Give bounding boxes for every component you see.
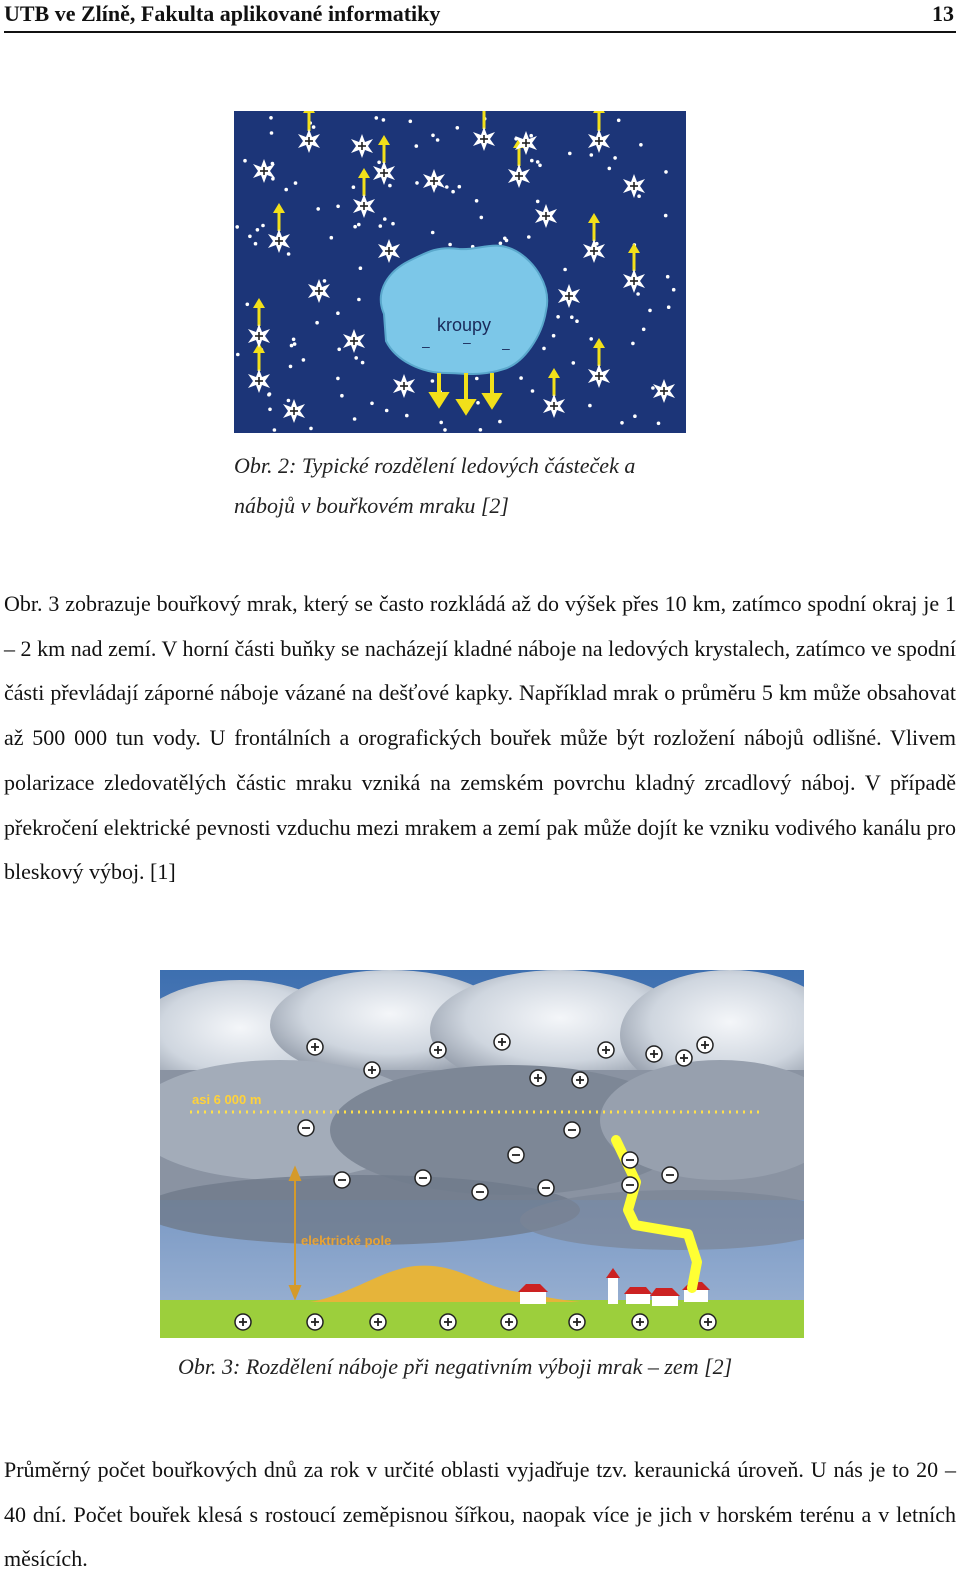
particle-dot [443, 428, 447, 432]
particle-dot [336, 205, 340, 209]
particle-dot [267, 393, 271, 397]
particle-dot [287, 399, 291, 403]
caption-line: Obr. 2: Typické rozdělení ledových částeček a [234, 453, 636, 478]
particle-dot [385, 409, 389, 413]
particle-dot [323, 279, 327, 283]
particle-dot [352, 185, 356, 189]
particle-dot [620, 421, 624, 425]
particle-dot [536, 200, 540, 204]
particle-dot [570, 315, 574, 319]
particle-dot [536, 160, 540, 164]
particle-dot [666, 275, 670, 279]
storm-clouds [160, 970, 804, 1250]
positive-charge [676, 1050, 692, 1066]
negative-charge [622, 1152, 638, 1168]
particle-dot [236, 353, 240, 357]
negative-charge [662, 1167, 678, 1183]
particle-dot [431, 134, 435, 138]
minus-charge: – [463, 334, 471, 350]
negative-charge [415, 1170, 431, 1186]
particle-dot [431, 379, 435, 383]
positive-charge [430, 1042, 446, 1058]
ground-positive-charge [440, 1314, 456, 1330]
particle-dot [590, 153, 594, 157]
particle-dot [377, 161, 381, 165]
particle-dot [379, 224, 383, 228]
particle-dot [498, 420, 502, 424]
particle-dot [284, 188, 288, 192]
particle-dot [256, 228, 260, 232]
particle-dot [309, 427, 313, 431]
body-paragraph: Průměrný počet bouřkových dnů za rok v určité oblasti vyjadřuje tzv. keraunická úroveň. U nás je to 20 – 40 dní. Počet bouřek klesá s rostoucí zeměpisnou šířkou, naopak více je jich v horském terénu a v letních měsících. [4, 1457, 956, 1572]
particle-dot [527, 235, 531, 239]
particle-dot [269, 116, 273, 120]
particle-dot [293, 342, 297, 346]
particle-dot [499, 242, 503, 246]
positive-charge [572, 1072, 588, 1088]
ground-positive-charge [501, 1314, 517, 1330]
particle-dot [415, 181, 419, 185]
hail-label: kroupy [436, 315, 492, 335]
page-number: 13 [932, 1, 954, 26]
particle-dot [248, 235, 252, 239]
positive-charge [530, 1070, 546, 1086]
particle-dot [642, 328, 646, 332]
particle-dot [383, 217, 387, 221]
particle-dot [476, 401, 480, 405]
particle-dot [302, 358, 306, 362]
particle-dot [391, 222, 395, 226]
particle-dot [479, 428, 483, 432]
positive-charge [494, 1034, 510, 1050]
figure2-caption: Obr. 3: Rozdělení náboje při negativním výboji mrak – zem [2] [178, 1354, 733, 1379]
negative-charge [622, 1177, 638, 1193]
particle-dot [340, 394, 344, 398]
particle-dot [637, 194, 641, 198]
particle-dot [531, 389, 535, 393]
particle-dot [353, 417, 357, 421]
particle-dot [354, 356, 358, 360]
particle-dot [290, 344, 294, 348]
particle-dot [556, 315, 560, 319]
running-title: UTB ve Zlíně, Fakulta aplikované informatiky [4, 1, 441, 26]
particle-dot [270, 131, 274, 135]
positive-charge [307, 1039, 323, 1055]
particle-dot [563, 268, 567, 272]
minus-charge: – [422, 338, 430, 354]
particle-dot [292, 338, 296, 342]
particle-dot [243, 159, 247, 163]
particle-dot [254, 242, 258, 246]
particle-dot [589, 337, 593, 341]
particle-dot [664, 214, 668, 218]
particle-dot [337, 348, 341, 352]
hail-blob [381, 246, 547, 374]
positive-charge [598, 1042, 614, 1058]
particle-dot [456, 126, 460, 130]
positive-charge [646, 1046, 662, 1062]
ground-positive-charge [632, 1314, 648, 1330]
particle-dot [388, 184, 392, 188]
particle-dot [235, 225, 239, 229]
particle-dot [588, 404, 592, 408]
particle-dot [451, 190, 455, 194]
particle-dot [261, 224, 265, 228]
particle-dot [475, 377, 479, 381]
particle-dot [480, 216, 484, 220]
particle-dot [503, 237, 507, 241]
field-label: elektrické pole [301, 1233, 392, 1248]
particle-dot [552, 334, 556, 338]
particle-dot [415, 144, 419, 148]
particle-dot [636, 292, 640, 296]
particle-dot [289, 365, 293, 369]
particle-dot [651, 386, 655, 390]
particle-dot [375, 116, 379, 120]
particle-dot [439, 421, 443, 425]
particle-dot [382, 118, 386, 122]
particle-dot [361, 361, 365, 365]
figure1-caption [234, 446, 754, 526]
height-label: asi 6 000 m [192, 1092, 262, 1107]
particle-dot [631, 342, 635, 346]
particle-dot [316, 207, 320, 211]
particle-dot [336, 377, 340, 381]
negative-charge [538, 1180, 554, 1196]
particle-dot [330, 236, 334, 240]
particle-dot [617, 119, 621, 123]
particle-dot [529, 134, 533, 138]
particle-dot [613, 156, 617, 160]
particle-dot [294, 181, 298, 185]
particle-dot [273, 428, 277, 432]
particle-dot [359, 266, 363, 270]
particle-dot [448, 243, 452, 247]
particle-dot [268, 408, 272, 412]
negative-charge [298, 1120, 314, 1136]
particle-dot [542, 347, 546, 351]
particle-dot [639, 143, 643, 147]
particle-dot [608, 167, 612, 171]
particle-dot [538, 164, 542, 168]
particle-dot [409, 120, 413, 124]
ground-positive-charge [569, 1314, 585, 1330]
particle-dot [648, 309, 652, 313]
particle-dot [667, 305, 671, 309]
negative-charge [334, 1172, 350, 1188]
particle-dot [357, 223, 361, 227]
particle-dot [575, 319, 579, 323]
particle-dot [672, 288, 676, 292]
particle-dot [315, 321, 319, 325]
particle-dot [572, 361, 576, 365]
particle-dot [436, 138, 440, 142]
particle-dot [475, 199, 479, 203]
particle-dot [312, 125, 316, 129]
particle-dot [519, 376, 523, 380]
ground-positive-charge [307, 1314, 323, 1330]
particle-dot [246, 303, 250, 307]
particle-dot [568, 152, 572, 156]
ground-positive-charge [700, 1314, 716, 1330]
figure-cloud-ground-discharge [160, 970, 804, 1338]
particle-dot [664, 170, 668, 174]
particle-dot [357, 298, 361, 302]
particle-dot [530, 159, 534, 163]
body-paragraph: Obr. 3 zobrazuje bouřkový mrak, který se často rozkládá až do výšek přes 10 km, zatímco spodní okraj je 1 – 2 km nad zemí. V horní části buňky se nacházejí kladné náboje na ledových krystalech, zatímco ve spodní části převládají záporné náboje vázané na dešťové kapky. Například mrak o průměru 5 km může obsahovat až 500 000 tun vody. U frontálních a orografických bouřek může být rozložení nábojů odlišné. Vlivem polarizace zledovatělých částic mraku vzniká na zemském povrchu kladný zrcadlový náboj. V případě překročení elektrické pevnosti vzduchu mezi mrakem a zemí pak může dojít ke vzniku vodivého kanálu pro bleskový výboj. [1] [4, 591, 956, 885]
caption-line: nábojů v bouřkovém mraku [2] [234, 493, 509, 518]
positive-charge [364, 1062, 380, 1078]
negative-charge [472, 1184, 488, 1200]
negative-charge [564, 1122, 580, 1138]
particle-dot [431, 231, 435, 235]
positive-charge [697, 1037, 713, 1053]
particle-dot [370, 402, 374, 406]
particle-dot [633, 414, 637, 418]
particle-dot [657, 422, 661, 426]
particle-dot [336, 311, 340, 315]
page-header [4, 0, 956, 33]
ground-positive-charge [235, 1314, 251, 1330]
particle-dot [405, 414, 409, 418]
ground-positive-charge [370, 1314, 386, 1330]
particle-dot [445, 185, 449, 189]
figure-charge-distribution [234, 111, 686, 433]
particle-dot [287, 252, 291, 256]
particle-dot [458, 185, 462, 189]
particle-dot [353, 225, 357, 229]
minus-charge: – [502, 340, 510, 356]
negative-charge [508, 1147, 524, 1163]
